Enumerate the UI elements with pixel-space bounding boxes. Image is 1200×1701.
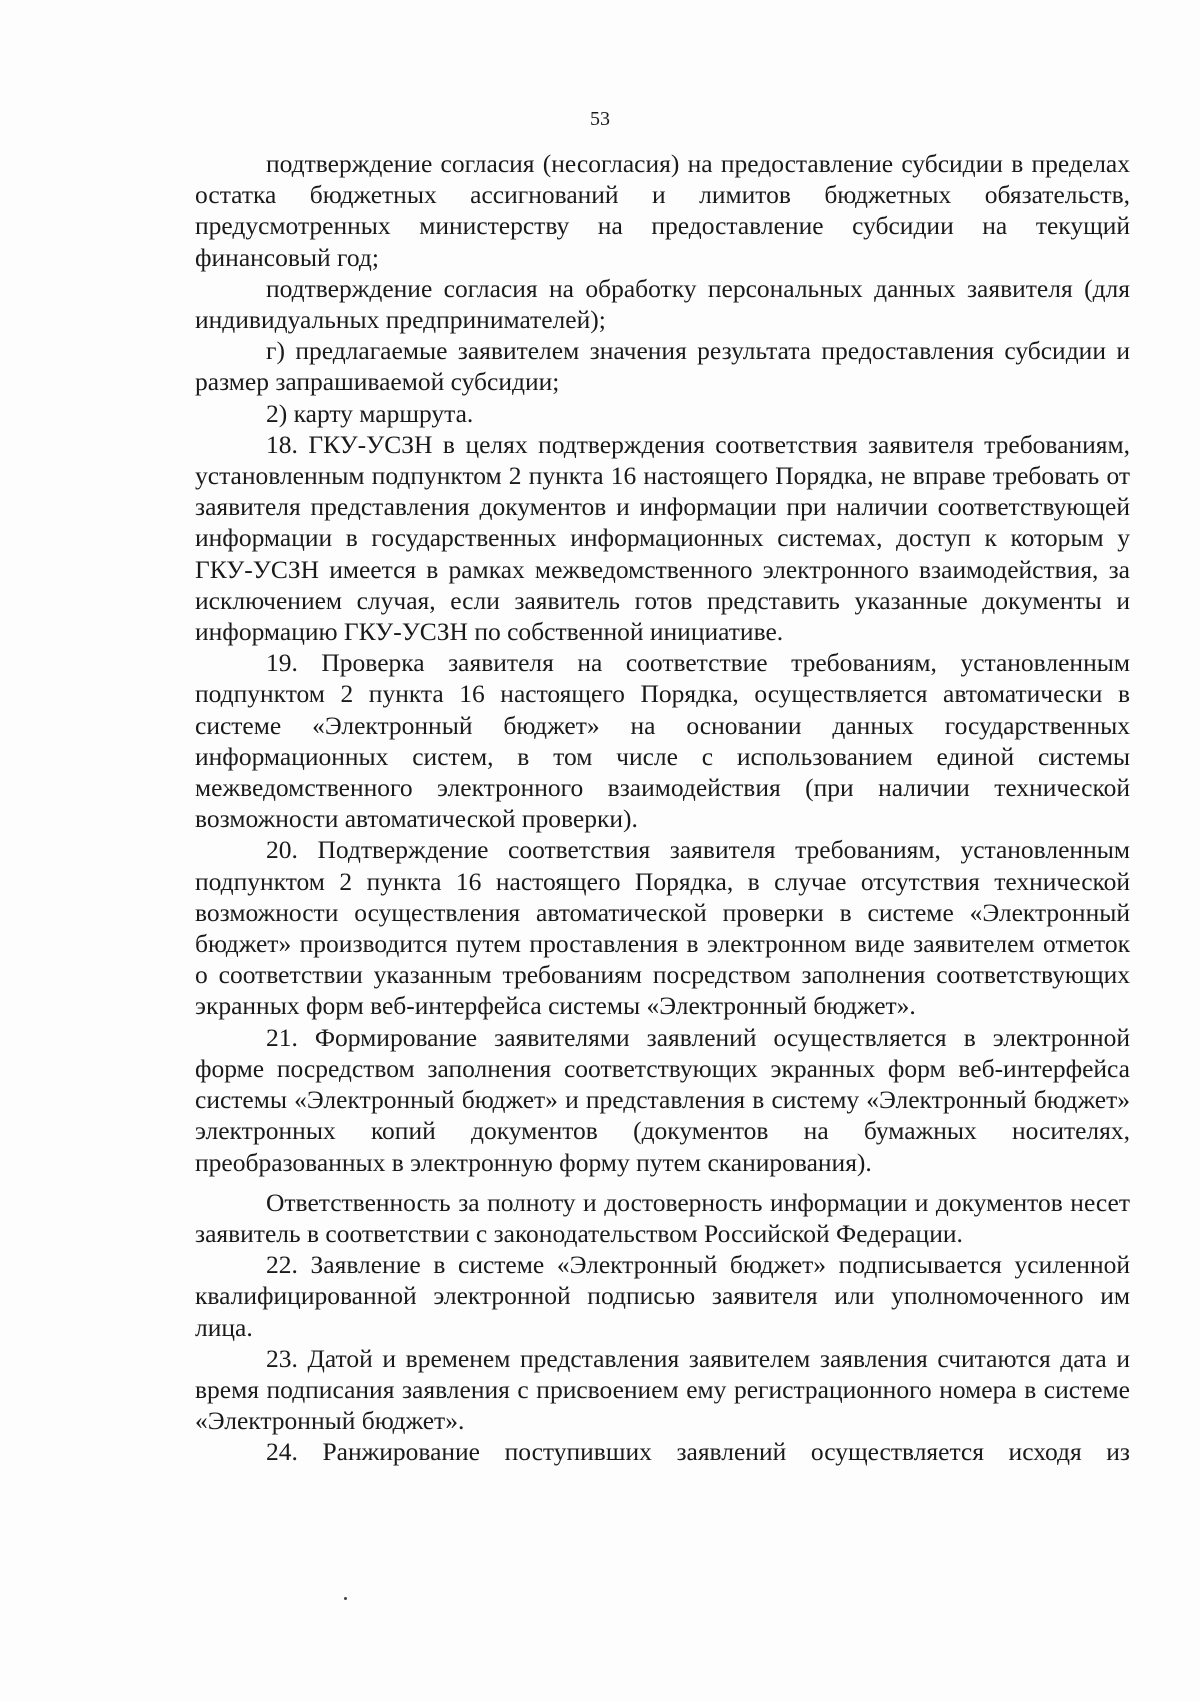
paragraph-consent-personal-data: подтверждение согласия на обработку персональных данных заявителя (для индивидуальных предпринимателей); <box>195 273 1130 335</box>
document-body <box>195 148 1130 1468</box>
paragraph-22: 22. Заявление в системе «Электронный бюджет» подписывается усиленной квалифицированной электронной подписью заявителя или уполномоченного им лица. <box>195 1250 1130 1342</box>
scan-speck <box>344 1597 347 1600</box>
paragraph-20: 20. Подтверждение соответствия заявителя требованиям, установленным подпунктом 2 пункта 16 настоящего Порядка, в случае отсутствия технической возможности осуществления автоматической проверки в системе «Электронный бюджет» производится путем проставления в электронном виде заявителем отметок о соответствии указанным требованиям посредством заполнения соответствующих экранных форм веб-интерфейса системы «Электронный бюджет». <box>195 835 1130 1021</box>
page-number: 53 <box>590 108 610 130</box>
paragraph-item-2: 2) карту маршрута. <box>266 398 474 428</box>
paragraph-item-g: г) предлагаемые заявителем значения результата предоставления субсидии и размер запрашиваемой субсидии; <box>195 336 1130 397</box>
paragraph-19: 19. Проверка заявителя на соответствие требованиям, установленным подпунктом 2 пункта 16 настоящего Порядка, осуществляется автоматически в системе «Электронный бюджет» на основании данных государственных информационных систем, в том числе с использованием единой системы межведомственного электронного взаимодействия (при наличии технической возможности автоматической проверки). <box>195 648 1130 834</box>
paragraph-18: 18. ГКУ-УСЗН в целях подтверждения соответствия заявителя требованиям, установленным подпунктом 2 пункта 16 настоящего Порядка, не вправе требовать от заявителя представления документов и информации при наличии соответствующей информации в государственных информационных системах, доступ к которым у ГКУ-УСЗН имеется в рамках межведомственного электронного взаимодействия, за исключением случая, если заявитель готов представить указанные документы и информацию ГКУ-УСЗН по собственной инициативе. <box>195 429 1130 647</box>
paragraph-24: 24. Ранжирование поступивших заявлений осуществляется исходя из <box>266 1437 1130 1467</box>
paragraph-23: 23. Датой и временем представления заявителем заявления считаются дата и время подписания заявления с присвоением ему регистрационного номера в системе «Электронный бюджет». <box>195 1343 1130 1436</box>
paragraph-21: 21. Формирование заявителями заявлений осуществляется в электронной форме посредством заполнения соответствующих экранных форм веб-интерфейса системы «Электронный бюджет» и представления в систему «Электронный бюджет» электронных копий документов (документов на бумажных носителях, преобразованных в электронную форму путем сканирования). <box>195 1022 1130 1177</box>
paragraph-responsibility: Ответственность за полноту и достоверность информации и документов несет заявитель в соответствии с законодательством Российской Федерации. <box>195 1187 1130 1248</box>
paragraph-consent-subsidy: подтверждение согласия (несогласия) на предоставление субсидии в пределах остатка бюджетных ассигнований и лимитов бюджетных обязательств, предусмотренных министерству на предоставление субсидии на текущий финансовый год; <box>195 149 1130 272</box>
